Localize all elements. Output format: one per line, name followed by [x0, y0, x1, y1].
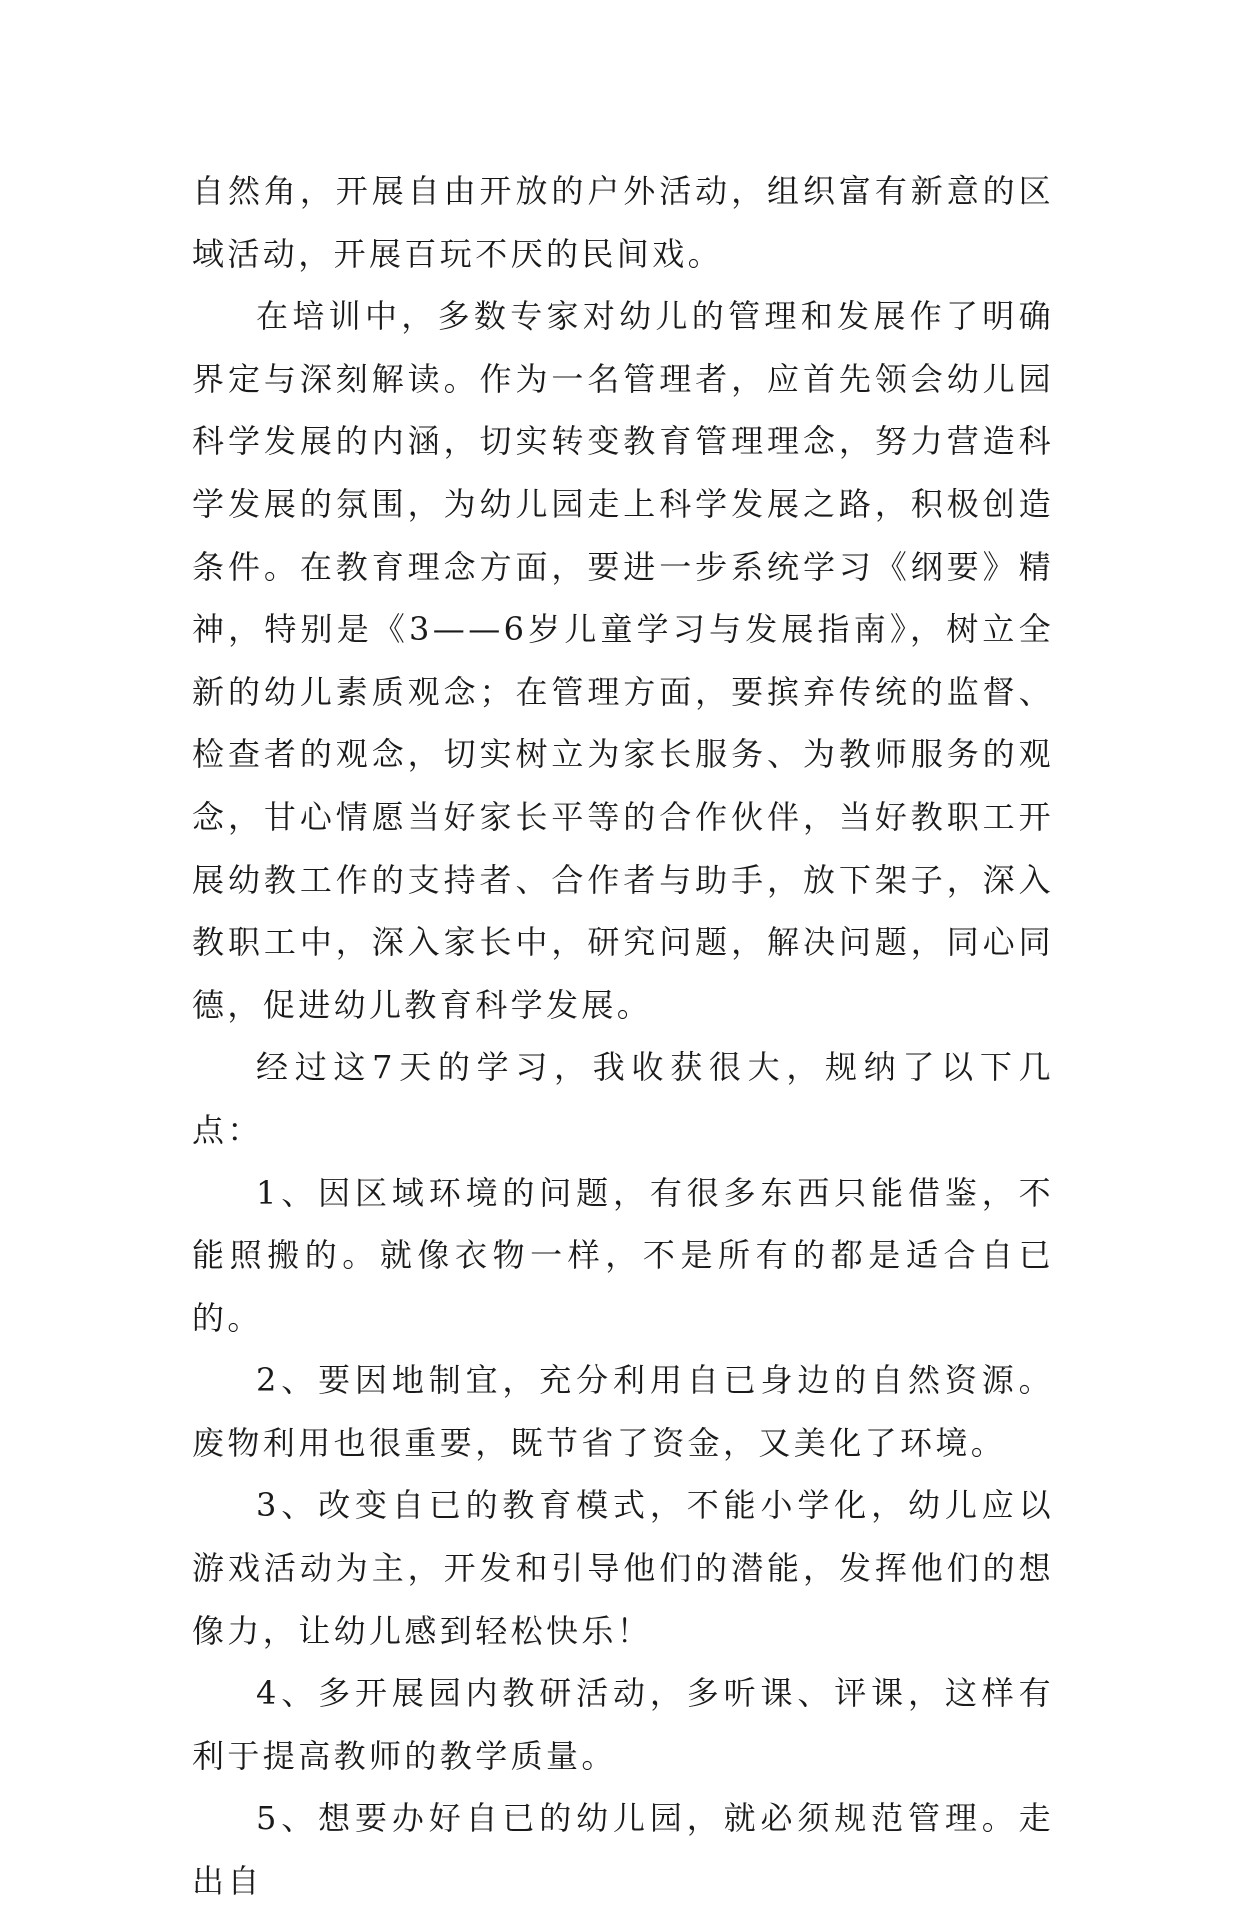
list-item: 1、因区域环境的问题，有很多东西只能借鉴，不能照搬的。就像衣物一样，不是所有的都是适合自已的。 [192, 1173, 1054, 1337]
list-item: 2、要因地制宜，充分利用自已身边的自然资源。废物利用也很重要，既节省了资金，又美化了环境。 [192, 1361, 1054, 1462]
list-item: 5、想要办好自已的幼儿园，就必须规范管理。走出自 [192, 1799, 1054, 1901]
paragraph: 自然角，开展自由开放的户外活动，组织富有新意的区域活动，开展百玩不厌的民间戏。 [192, 172, 1054, 273]
paragraph: 在培训中，多数专家对幼儿的管理和发展作了明确界定与深刻解读。作为一名管理者，应首先领会幼儿园科学发展的内涵，切实转变教育管理理念，努力营造科学发展的氛围，为幼儿园走上科学发展之路，积极创造条件。在教育理念方面，要进一步系统学习《纲要》精神，特别是《3——6岁儿童学习与发展指南》，树立全新的幼儿素质观念；在管理方面，要摈弃传统的监督、检查者的观念，切实树立为家长服务、为教师服务的观念，甘心情愿当好家长平等的合作伙伴，当好教职工开展幼教工作的支持者、合作者与助手，放下架子，深入教职工中，深入家长中，研究问题，解决问题，同心同德，促进幼儿教育科学发展。 [192, 297, 1054, 1024]
document-body [192, 160, 1054, 1913]
paragraph: 经过这7天的学习，我收获很大，规纳了以下几点： [192, 1048, 1054, 1149]
list-item: 4、多开展园内教研活动，多听课、评课，这样有利于提高教师的教学质量。 [192, 1674, 1054, 1775]
list-item: 3、改变自已的教育模式，不能小学化，幼儿应以游戏活动为主，开发和引导他们的潜能，发挥他们的想像力，让幼儿感到轻松快乐！ [192, 1486, 1054, 1650]
